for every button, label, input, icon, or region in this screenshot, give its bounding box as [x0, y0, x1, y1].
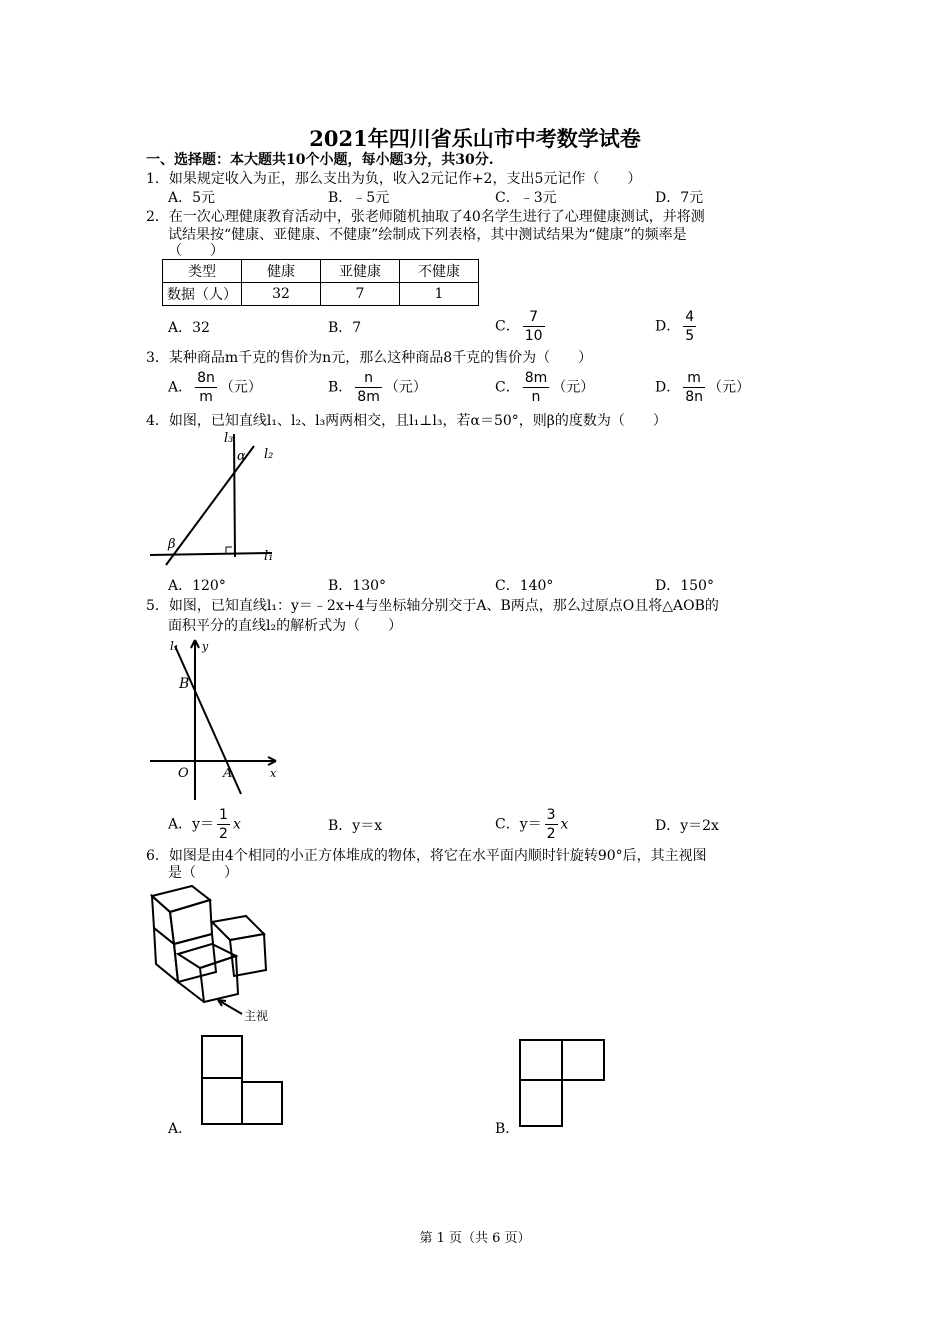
label-beta: β [168, 537, 176, 552]
label-l1: l₁ [170, 639, 179, 653]
q2-stem-line1: 2．在一次心理健康教育活动中，张老师随机抽取了40名学生进行了心理健康测试，并将测 [146, 209, 705, 225]
table-header-cell: 不健康 [400, 260, 479, 283]
q4-option-a: A．120° [168, 578, 226, 594]
q6-option-b-figure [516, 1036, 616, 1136]
label-B: B [179, 676, 190, 692]
square [562, 1040, 604, 1080]
label-l2: l₂ [264, 447, 274, 462]
q3-option-c [495, 369, 594, 406]
fraction [355, 369, 382, 406]
q2-option-c [495, 308, 548, 345]
denominator: n [531, 389, 541, 405]
page-title: 2021年四川省乐山市中考数学试卷 [309, 126, 641, 151]
numerator: 7 [523, 308, 545, 327]
q2-option-d-label: D． [655, 318, 681, 335]
q4-option-c: C．140° [495, 578, 554, 594]
option-tail: x [560, 816, 569, 833]
q1-option-c: C．﹣3元 [495, 190, 557, 206]
label-A: A [223, 766, 233, 781]
fraction [523, 369, 550, 406]
option-label: C．y＝ [495, 816, 542, 833]
fraction [523, 308, 545, 345]
table-header-cell: 亚健康 [321, 260, 400, 283]
numerator: m [683, 369, 705, 388]
option-label: A．y＝ [168, 816, 215, 833]
page-footer: 第 1 页（共 6 页） [419, 1231, 531, 1246]
q6-option-a: A． [168, 1121, 193, 1137]
q2-option-b: B．7 [328, 320, 362, 336]
square [242, 1082, 282, 1124]
q1-option-b: B．﹣5元 [328, 190, 390, 206]
label-O: O [178, 766, 189, 781]
cube-edge [178, 982, 204, 1002]
numerator: 4 [685, 309, 695, 325]
label-y: y [202, 640, 209, 653]
q1-stem: 1．如果规定收入为正，那么支出为负，收入2元记作+2，支出5元记作（ ） [146, 171, 642, 187]
fraction [683, 369, 705, 406]
view-label: 主视 [244, 1009, 269, 1023]
unit-text: （元） [384, 379, 427, 396]
cube-front-face [174, 934, 216, 982]
q4-figure [146, 432, 286, 572]
label-alpha: α [237, 449, 246, 464]
fraction [545, 806, 558, 843]
q6-stem-line1: 6．如图是由4个相同的小正方体堆成的物体，将它在水平面内顺时针旋转90°后，其主视图 [146, 848, 707, 864]
unit-text: （元） [552, 379, 595, 396]
table-header-cell: 健康 [242, 260, 321, 283]
numerator: 1 [219, 807, 228, 823]
label-l1: l₁ [264, 549, 274, 564]
fraction [195, 369, 217, 406]
right-angle-mark [226, 547, 232, 553]
line-l3 [234, 434, 235, 557]
numerator: n [355, 369, 382, 388]
denominator: m [199, 389, 213, 405]
cube-top-face [178, 944, 236, 968]
q5-stem-line1: 5．如图，已知直线l₁：y＝﹣2x+4与坐标轴分别交于A、B两点，那么过原点O且将△AOB的 [146, 598, 719, 614]
denominator: 8n [685, 389, 704, 405]
q2-data-table [162, 259, 479, 306]
cube-top-face [212, 916, 264, 940]
q5-option-a [168, 806, 241, 843]
table-header-cell: 类型 [163, 260, 242, 283]
q5-stem-line2: 面积平分的直线l₂的解析式为（ ） [168, 618, 403, 634]
q5-figure [146, 636, 286, 806]
table-header-row [163, 260, 479, 283]
line-l1 [150, 553, 272, 555]
q4-option-d: D．150° [655, 578, 714, 594]
q2-option-c-label: C． [495, 318, 520, 335]
fraction [217, 806, 230, 843]
numerator: 3 [546, 807, 556, 823]
q6-stem-line2: 是（ ） [168, 865, 238, 881]
denominator: 8m [357, 389, 380, 405]
table-row [163, 283, 479, 306]
q1-option-d: D．7元 [655, 190, 704, 206]
q5-option-d: D．y＝2x [655, 818, 719, 834]
denominator: 5 [685, 328, 695, 344]
option-label: C． [495, 379, 520, 396]
option-label: B． [328, 379, 353, 396]
denominator: 2 [219, 826, 228, 842]
q3-option-d [655, 369, 750, 406]
option-label: A． [168, 379, 193, 396]
q2-stem-line3: （ ） [168, 243, 224, 259]
fraction [683, 308, 696, 345]
denominator: 2 [546, 826, 556, 842]
option-label: D． [655, 379, 681, 396]
square [202, 1036, 242, 1078]
q2-option-d [655, 308, 699, 345]
table-cell: 32 [242, 283, 321, 306]
q6-option-a-figure [198, 1032, 288, 1132]
unit-text: （元） [708, 379, 751, 396]
numerator: 8n [197, 370, 215, 386]
q3-option-a [168, 369, 262, 406]
q1-option-a: A．5元 [168, 190, 216, 206]
table-cell: 数据（人） [163, 283, 242, 306]
square [520, 1040, 562, 1080]
unit-text: （元） [219, 379, 262, 396]
denominator: 10 [524, 328, 543, 344]
q6-cube-figure [146, 882, 286, 1022]
cube-front-face [170, 900, 212, 944]
square [520, 1080, 562, 1126]
q5-option-c [495, 806, 568, 843]
section-heading: 一、选择题：本大题共10个小题，每小题3分，共30分. [146, 152, 494, 168]
numerator: 8m [524, 370, 548, 386]
label-l3: l₃ [224, 431, 234, 446]
q3-stem: 3．某种商品m千克的售价为n元，那么这种商品8千克的售价为（ ） [146, 350, 593, 366]
q2-option-a: A．32 [168, 320, 210, 336]
table-cell: 7 [321, 283, 400, 306]
label-x: x [270, 767, 277, 780]
table-cell: 1 [400, 283, 479, 306]
q4-stem: 4．如图，已知直线l₁、l₂、l₃两两相交，且l₁⊥l₃，若α＝50°，则β的度数为（ ） [146, 413, 667, 429]
q3-option-b [328, 369, 427, 406]
option-tail: x [232, 816, 241, 833]
square [202, 1078, 242, 1124]
q4-option-b: B．130° [328, 578, 387, 594]
view-arrow [218, 1000, 242, 1014]
q2-stem-line2: 试结果按“健康、亚健康、不健康”绘制成下列表格，其中测试结果为“健康”的频率是 [168, 227, 687, 243]
q6-option-b: B． [495, 1121, 520, 1137]
q5-option-b: B．y＝x [328, 818, 383, 834]
